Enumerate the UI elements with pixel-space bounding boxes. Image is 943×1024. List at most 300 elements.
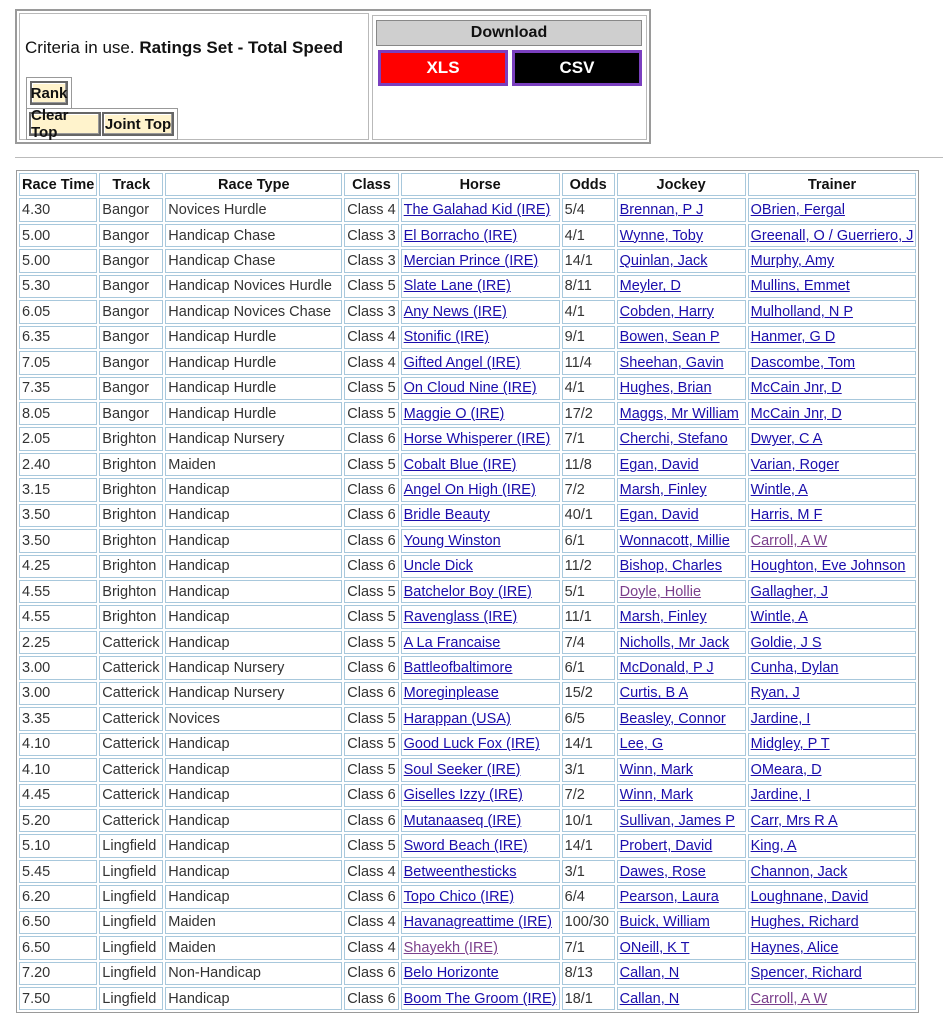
- cell-horse: [401, 656, 560, 679]
- cell-type: Handicap: [165, 834, 342, 857]
- cell-jockey: [617, 733, 746, 756]
- cell-track: Brighton: [99, 580, 163, 603]
- cell-type: Handicap Nursery: [165, 656, 342, 679]
- cell-type: Handicap Hurdle: [165, 377, 342, 400]
- jockey-link[interactable]: Winn, Mark: [619, 761, 693, 778]
- cell-trainer: [748, 707, 917, 730]
- trainer-link[interactable]: Channon, Jack: [750, 863, 848, 880]
- cell-type: Handicap: [165, 504, 342, 527]
- trainer-link[interactable]: King, A: [750, 838, 797, 855]
- table-row: [19, 377, 916, 400]
- cell-type: Handicap: [165, 987, 342, 1010]
- jockey-link[interactable]: Maggs, Mr William: [619, 405, 739, 422]
- table-row: [19, 249, 916, 272]
- cell-type: Novices Hurdle: [165, 198, 342, 221]
- cell-time: 6.50: [19, 936, 97, 959]
- trainer-link[interactable]: Mulholland, N P: [750, 303, 853, 320]
- horse-link[interactable]: Giselles Izzy (IRE): [403, 787, 523, 804]
- cell-type: Handicap: [165, 529, 342, 552]
- trainer-link[interactable]: Houghton, Eve Johnson: [750, 558, 906, 575]
- trainer-link[interactable]: Goldie, J S: [750, 634, 822, 651]
- cell-horse: [401, 605, 560, 628]
- cell-trainer: [748, 758, 917, 781]
- cell-horse: [401, 707, 560, 730]
- cell-class: Class 5: [344, 631, 398, 654]
- cell-horse: [401, 885, 560, 908]
- jockey-link[interactable]: Buick, William: [619, 914, 710, 931]
- cell-trainer: [748, 326, 917, 349]
- cell-time: 7.05: [19, 351, 97, 374]
- cell-time: 3.00: [19, 682, 97, 705]
- cell-jockey: [617, 605, 746, 628]
- cell-trainer: [748, 733, 917, 756]
- cell-type: Handicap Chase: [165, 224, 342, 247]
- cell-class: Class 5: [344, 377, 398, 400]
- horse-link[interactable]: Good Luck Fox (IRE): [403, 736, 540, 753]
- clear-top-button[interactable]: Clear Top: [29, 112, 101, 136]
- horse-link[interactable]: Young Winston: [403, 532, 501, 549]
- trainer-link[interactable]: Ryan, J: [750, 685, 800, 702]
- horse-link[interactable]: Topo Chico (IRE): [403, 888, 515, 905]
- horse-link[interactable]: A La Francaise: [403, 634, 501, 651]
- jockey-link[interactable]: Brennan, P J: [619, 202, 704, 219]
- horse-link[interactable]: Ravenglass (IRE): [403, 609, 518, 626]
- cell-track: Catterick: [99, 682, 163, 705]
- jockey-link[interactable]: Lee, G: [619, 736, 664, 753]
- cell-jockey: [617, 860, 746, 883]
- horse-link[interactable]: Shayekh (IRE): [403, 939, 498, 956]
- horse-link[interactable]: El Borracho (IRE): [403, 227, 518, 244]
- cell-trainer: [748, 987, 917, 1010]
- cell-trainer: [748, 402, 917, 425]
- cell-jockey: [617, 275, 746, 298]
- rank-button-frame: [26, 77, 72, 109]
- horse-link[interactable]: Moreginplease: [403, 685, 499, 702]
- cell-class: Class 6: [344, 529, 398, 552]
- cell-track: Brighton: [99, 605, 163, 628]
- jockey-link[interactable]: Dawes, Rose: [619, 863, 706, 880]
- jockey-link[interactable]: Marsh, Finley: [619, 609, 707, 626]
- cell-odds: 3/1: [562, 860, 615, 883]
- cell-track: Brighton: [99, 478, 163, 501]
- table-row: [19, 504, 916, 527]
- table-row: [19, 784, 916, 807]
- trainer-link[interactable]: Cunha, Dylan: [750, 660, 839, 677]
- cell-track: Catterick: [99, 784, 163, 807]
- jockey-link[interactable]: Probert, David: [619, 838, 713, 855]
- cell-track: Bangor: [99, 300, 163, 323]
- trainer-link[interactable]: Dascombe, Tom: [750, 354, 856, 371]
- cell-track: Brighton: [99, 504, 163, 527]
- table-row: [19, 682, 916, 705]
- cell-odds: 3/1: [562, 758, 615, 781]
- cell-jockey: [617, 300, 746, 323]
- horse-link[interactable]: On Cloud Nine (IRE): [403, 380, 537, 397]
- cell-class: Class 6: [344, 682, 398, 705]
- cell-class: Class 6: [344, 504, 398, 527]
- cell-horse: [401, 529, 560, 552]
- cell-track: Bangor: [99, 351, 163, 374]
- cell-class: Class 5: [344, 275, 398, 298]
- table-row: [19, 529, 916, 552]
- cell-horse: [401, 860, 560, 883]
- cell-horse: [401, 758, 560, 781]
- cell-time: 7.50: [19, 987, 97, 1010]
- horse-link[interactable]: Soul Seeker (IRE): [403, 761, 521, 778]
- cell-class: Class 6: [344, 656, 398, 679]
- table-row: [19, 962, 916, 985]
- cell-type: Maiden: [165, 453, 342, 476]
- jockey-link[interactable]: Curtis, B A: [619, 685, 689, 702]
- cell-horse: [401, 224, 560, 247]
- horse-link[interactable]: Slate Lane (IRE): [403, 278, 511, 295]
- jockey-link[interactable]: Bowen, Sean P: [619, 329, 720, 346]
- cell-track: Catterick: [99, 631, 163, 654]
- divider: [15, 157, 943, 158]
- cell-trainer: [748, 809, 917, 832]
- cell-time: 6.20: [19, 885, 97, 908]
- cell-jockey: [617, 351, 746, 374]
- cell-time: 8.05: [19, 402, 97, 425]
- jockey-link[interactable]: Winn, Mark: [619, 787, 693, 804]
- cell-horse: [401, 911, 560, 934]
- horse-link[interactable]: Any News (IRE): [403, 303, 507, 320]
- jockey-link[interactable]: McDonald, P J: [619, 660, 714, 677]
- table-row: [19, 860, 916, 883]
- cell-class: Class 3: [344, 224, 398, 247]
- cell-jockey: [617, 427, 746, 450]
- cell-track: Bangor: [99, 402, 163, 425]
- cell-class: Class 6: [344, 555, 398, 578]
- trainer-link[interactable]: Loughnane, David: [750, 888, 869, 905]
- cell-type: Handicap Chase: [165, 249, 342, 272]
- cell-jockey: [617, 911, 746, 934]
- cell-type: Handicap: [165, 555, 342, 578]
- horse-link[interactable]: Belo Horizonte: [403, 965, 499, 982]
- jockey-link[interactable]: Beasley, Connor: [619, 710, 726, 727]
- horse-link[interactable]: Uncle Dick: [403, 558, 473, 575]
- cell-odds: 100/30: [562, 911, 615, 934]
- horse-link[interactable]: Harappan (USA): [403, 710, 511, 727]
- horse-link[interactable]: Bridle Beauty: [403, 507, 490, 524]
- cell-type: Handicap: [165, 478, 342, 501]
- horse-link[interactable]: Maggie O (IRE): [403, 405, 505, 422]
- trainer-link[interactable]: Mullins, Emmet: [750, 278, 850, 295]
- trainer-link[interactable]: OMeara, D: [750, 761, 822, 778]
- table-row: [19, 453, 916, 476]
- cell-time: 7.20: [19, 962, 97, 985]
- cell-type: Handicap: [165, 580, 342, 603]
- horse-link[interactable]: Mutanaaseq (IRE): [403, 812, 522, 829]
- table-row: [19, 275, 916, 298]
- jockey-link[interactable]: Wonnacott, Millie: [619, 532, 730, 549]
- cell-odds: 14/1: [562, 249, 615, 272]
- horse-link[interactable]: Havanagreattime (IRE): [403, 914, 552, 931]
- cell-class: Class 6: [344, 987, 398, 1010]
- horse-link[interactable]: The Galahad Kid (IRE): [403, 202, 551, 219]
- cell-jockey: [617, 580, 746, 603]
- cell-odds: 14/1: [562, 834, 615, 857]
- cell-trainer: [748, 860, 917, 883]
- cell-track: Lingfield: [99, 987, 163, 1010]
- horse-link[interactable]: Stonific (IRE): [403, 329, 490, 346]
- cell-odds: 8/13: [562, 962, 615, 985]
- cell-trainer: [748, 377, 917, 400]
- cell-track: Bangor: [99, 326, 163, 349]
- cell-jockey: [617, 962, 746, 985]
- cell-horse: [401, 326, 560, 349]
- table-row: [19, 987, 916, 1010]
- trainer-link[interactable]: Varian, Roger: [750, 456, 840, 473]
- cell-track: Catterick: [99, 656, 163, 679]
- cell-trainer: [748, 351, 917, 374]
- cell-class: Class 6: [344, 809, 398, 832]
- cell-horse: [401, 631, 560, 654]
- cell-odds: 11/8: [562, 453, 615, 476]
- cell-odds: 6/5: [562, 707, 615, 730]
- table-row: [19, 809, 916, 832]
- horse-link[interactable]: Angel On High (IRE): [403, 481, 536, 498]
- cell-class: Class 6: [344, 885, 398, 908]
- jockey-link[interactable]: Marsh, Finley: [619, 481, 707, 498]
- cell-class: Class 5: [344, 580, 398, 603]
- jockey-link[interactable]: Bishop, Charles: [619, 558, 722, 575]
- table-row: [19, 555, 916, 578]
- trainer-link[interactable]: Gallagher, J: [750, 583, 829, 600]
- trainer-link[interactable]: OBrien, Fergal: [750, 202, 845, 219]
- jockey-link[interactable]: Callan, N: [619, 965, 680, 982]
- cell-type: Handicap: [165, 605, 342, 628]
- cell-type: Handicap: [165, 784, 342, 807]
- cell-horse: [401, 453, 560, 476]
- cell-class: Class 4: [344, 198, 398, 221]
- cell-track: Lingfield: [99, 885, 163, 908]
- cell-jockey: [617, 707, 746, 730]
- cell-jockey: [617, 682, 746, 705]
- cell-type: Handicap: [165, 758, 342, 781]
- table-row: [19, 834, 916, 857]
- cell-odds: 10/1: [562, 809, 615, 832]
- cell-trainer: [748, 555, 917, 578]
- jockey-link[interactable]: Quinlan, Jack: [619, 253, 708, 270]
- table-row: [19, 326, 916, 349]
- cell-class: Class 6: [344, 478, 398, 501]
- cell-time: 4.30: [19, 198, 97, 221]
- download-csv-button[interactable]: CSV: [512, 50, 642, 86]
- trainer-link[interactable]: Dwyer, C A: [750, 431, 823, 448]
- cell-odds: 4/1: [562, 224, 615, 247]
- cell-odds: 9/1: [562, 326, 615, 349]
- cell-trainer: [748, 275, 917, 298]
- cell-track: Brighton: [99, 529, 163, 552]
- cell-trainer: [748, 529, 917, 552]
- download-panel: [372, 15, 647, 140]
- cell-odds: 11/4: [562, 351, 615, 374]
- horse-link[interactable]: Betweenthesticks: [403, 863, 517, 880]
- trainer-link[interactable]: Murphy, Amy: [750, 253, 835, 270]
- cell-time: 3.50: [19, 504, 97, 527]
- horse-link[interactable]: Horse Whisperer (IRE): [403, 431, 551, 448]
- horse-link[interactable]: Boom The Groom (IRE): [403, 990, 557, 1007]
- table-row: [19, 300, 916, 323]
- column-header-class: Class: [344, 173, 398, 196]
- cell-time: 4.55: [19, 580, 97, 603]
- cell-jockey: [617, 377, 746, 400]
- jockey-link[interactable]: Hughes, Brian: [619, 380, 712, 397]
- jockey-link[interactable]: Wynne, Toby: [619, 227, 704, 244]
- cell-trainer: [748, 834, 917, 857]
- trainer-link[interactable]: Carroll, A W: [750, 532, 828, 549]
- trainer-link[interactable]: Hughes, Richard: [750, 914, 859, 931]
- cell-odds: 7/2: [562, 784, 615, 807]
- trainer-link[interactable]: Spencer, Richard: [750, 965, 862, 982]
- horse-link[interactable]: Gifted Angel (IRE): [403, 354, 521, 371]
- cell-type: Handicap: [165, 860, 342, 883]
- cell-type: Handicap Novices Hurdle: [165, 275, 342, 298]
- races-table: [16, 170, 919, 1013]
- column-header-race-time: Race Time: [19, 173, 97, 196]
- cell-odds: 18/1: [562, 987, 615, 1010]
- horse-link[interactable]: Cobalt Blue (IRE): [403, 456, 517, 473]
- cell-track: Bangor: [99, 224, 163, 247]
- jockey-link[interactable]: Callan, N: [619, 990, 680, 1007]
- cell-odds: 4/1: [562, 377, 615, 400]
- cell-time: 2.05: [19, 427, 97, 450]
- cell-horse: [401, 682, 560, 705]
- cell-class: Class 4: [344, 911, 398, 934]
- cell-trainer: [748, 784, 917, 807]
- cell-trainer: [748, 300, 917, 323]
- cell-jockey: [617, 224, 746, 247]
- cell-trainer: [748, 605, 917, 628]
- cell-time: 5.00: [19, 224, 97, 247]
- horse-link[interactable]: Sword Beach (IRE): [403, 838, 528, 855]
- cell-class: Class 3: [344, 249, 398, 272]
- criteria-cell: [19, 13, 369, 140]
- cell-time: 3.35: [19, 707, 97, 730]
- cell-horse: [401, 580, 560, 603]
- cell-time: 7.35: [19, 377, 97, 400]
- jockey-link[interactable]: Doyle, Hollie: [619, 583, 702, 600]
- jockey-link[interactable]: Cobden, Harry: [619, 303, 714, 320]
- cell-odds: 7/1: [562, 427, 615, 450]
- column-header-horse: Horse: [401, 173, 560, 196]
- cell-trainer: [748, 504, 917, 527]
- trainer-link[interactable]: Greenall, O / Guerriero, J: [750, 227, 914, 244]
- joint-top-button[interactable]: Joint Top: [102, 112, 174, 136]
- table-row: [19, 402, 916, 425]
- cell-class: Class 4: [344, 936, 398, 959]
- column-header-jockey: Jockey: [617, 173, 746, 196]
- cell-time: 4.10: [19, 758, 97, 781]
- trainer-link[interactable]: Harris, M F: [750, 507, 823, 524]
- cell-time: 4.10: [19, 733, 97, 756]
- column-header-odds: Odds: [562, 173, 615, 196]
- criteria-value: Ratings Set - Total Speed: [139, 38, 344, 57]
- criteria-prefix: Criteria in use.: [25, 38, 135, 57]
- jockey-link[interactable]: Egan, David: [619, 456, 699, 473]
- cell-odds: 7/2: [562, 478, 615, 501]
- cell-odds: 40/1: [562, 504, 615, 527]
- jockey-link[interactable]: ONeill, K T: [619, 939, 690, 956]
- cell-odds: 11/2: [562, 555, 615, 578]
- trainer-link[interactable]: Jardine, I: [750, 787, 811, 804]
- cell-type: Handicap Hurdle: [165, 351, 342, 374]
- trainer-link[interactable]: Jardine, I: [750, 710, 811, 727]
- cell-class: Class 5: [344, 605, 398, 628]
- cell-trainer: [748, 198, 917, 221]
- table-row: [19, 656, 916, 679]
- cell-horse: [401, 987, 560, 1010]
- jockey-link[interactable]: Cherchi, Stefano: [619, 431, 728, 448]
- cell-horse: [401, 834, 560, 857]
- cell-time: 4.45: [19, 784, 97, 807]
- horse-link[interactable]: Battleofbaltimore: [403, 660, 513, 677]
- cell-trainer: [748, 936, 917, 959]
- cell-time: 2.25: [19, 631, 97, 654]
- cell-horse: [401, 402, 560, 425]
- cell-horse: [401, 936, 560, 959]
- top-buttons-frame: [26, 108, 178, 140]
- cell-jockey: [617, 885, 746, 908]
- cell-type: Non-Handicap: [165, 962, 342, 985]
- jockey-link[interactable]: Sheehan, Gavin: [619, 354, 724, 371]
- trainer-link[interactable]: Wintle, A: [750, 609, 808, 626]
- cell-track: Bangor: [99, 249, 163, 272]
- criteria-text: [25, 38, 343, 58]
- cell-type: Handicap Nursery: [165, 682, 342, 705]
- cell-class: Class 5: [344, 707, 398, 730]
- trainer-link[interactable]: Hanmer, G D: [750, 329, 836, 346]
- horse-link[interactable]: Mercian Prince (IRE): [403, 253, 539, 270]
- cell-class: Class 6: [344, 784, 398, 807]
- cell-odds: 15/2: [562, 682, 615, 705]
- trainer-link[interactable]: McCain Jnr, D: [750, 405, 842, 422]
- trainer-link[interactable]: McCain Jnr, D: [750, 380, 842, 397]
- cell-trainer: [748, 962, 917, 985]
- trainer-link[interactable]: Wintle, A: [750, 481, 808, 498]
- jockey-link[interactable]: Sullivan, James P: [619, 812, 735, 829]
- jockey-link[interactable]: Nicholls, Mr Jack: [619, 634, 730, 651]
- trainer-link[interactable]: Carroll, A W: [750, 990, 828, 1007]
- rank-button[interactable]: Rank: [30, 81, 68, 105]
- cell-odds: 11/1: [562, 605, 615, 628]
- jockey-link[interactable]: Egan, David: [619, 507, 699, 524]
- cell-time: 6.35: [19, 326, 97, 349]
- jockey-link[interactable]: Meyler, D: [619, 278, 681, 295]
- cell-type: Handicap: [165, 733, 342, 756]
- cell-track: Lingfield: [99, 962, 163, 985]
- cell-horse: [401, 784, 560, 807]
- cell-class: Class 5: [344, 758, 398, 781]
- trainer-link[interactable]: Midgley, P T: [750, 736, 830, 753]
- cell-track: Lingfield: [99, 834, 163, 857]
- jockey-link[interactable]: Pearson, Laura: [619, 888, 719, 905]
- cell-track: Lingfield: [99, 860, 163, 883]
- trainer-link[interactable]: Carr, Mrs R A: [750, 812, 838, 829]
- horse-link[interactable]: Batchelor Boy (IRE): [403, 583, 532, 600]
- cell-class: Class 4: [344, 326, 398, 349]
- cell-horse: [401, 962, 560, 985]
- cell-track: Bangor: [99, 198, 163, 221]
- cell-odds: 6/1: [562, 529, 615, 552]
- cell-horse: [401, 300, 560, 323]
- cell-trainer: [748, 453, 917, 476]
- trainer-link[interactable]: Haynes, Alice: [750, 939, 839, 956]
- cell-class: Class 5: [344, 733, 398, 756]
- download-xls-button[interactable]: XLS: [378, 50, 508, 86]
- cell-track: Catterick: [99, 733, 163, 756]
